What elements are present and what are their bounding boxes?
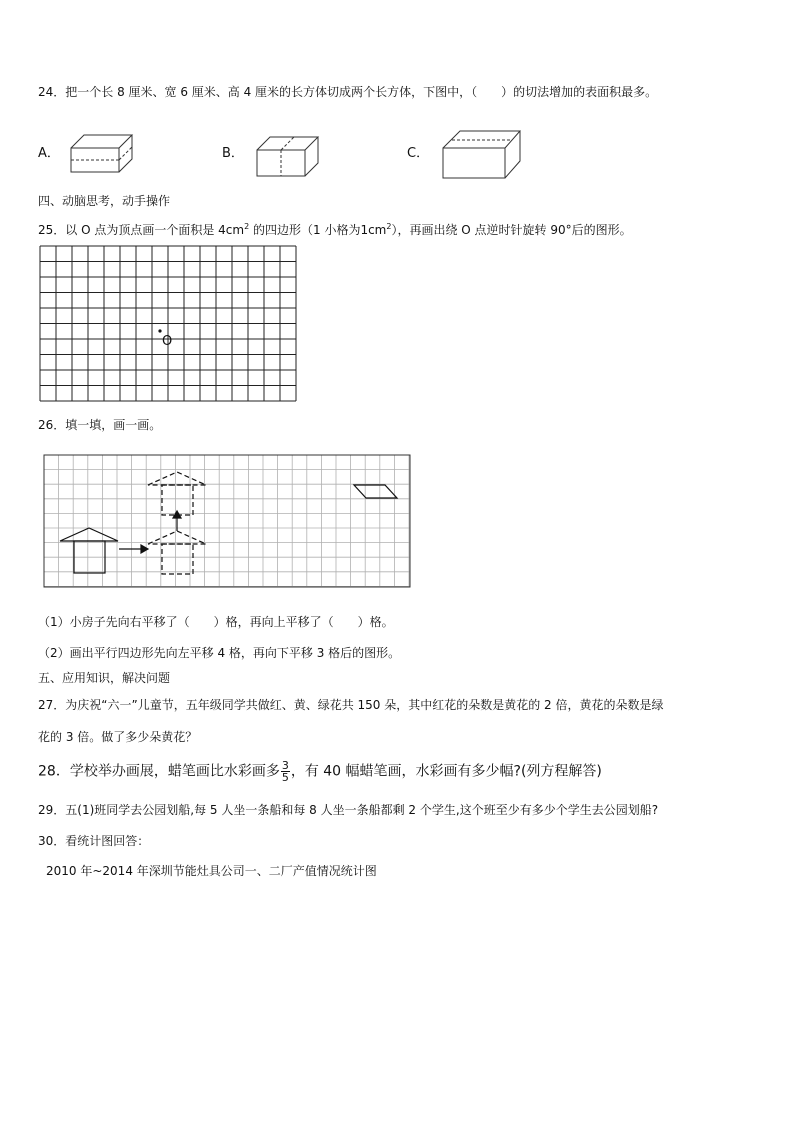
q27-line1: 27．为庆祝“六一”儿童节，五年级同学共做红、黄、绿花共 150 朵，其中红花的朵数是黄花的 2 倍，黄花的朵数是绿 — [38, 698, 664, 712]
point-o-dot — [158, 329, 161, 332]
q25-square-grid[interactable] — [40, 246, 300, 402]
fraction: $\frac{3}{5}$ — [281, 759, 289, 784]
q24-text: 24．把一个长 8 厘米、宽 6 厘米、高 4 厘米的长方体切成两个长方体，下图中，（ ）的切法增加的表面积最多。 — [38, 85, 658, 99]
q24-box-a-figure — [70, 134, 134, 176]
q26-sub1: （1）小房子先向右平移了（ ）格，再向上平移了（ ）格。 — [38, 615, 394, 629]
q24-option-a[interactable]: A． — [38, 146, 60, 161]
q25-text: 25．以 O 点为顶点画一个面积是 $4cm^2$ 的四边形（1 小格为$1cm^2$），再画出绕 O 点逆时针旋转 90°后的图形。 — [38, 222, 632, 237]
section-5-heading: 五、应用知识，解决问题 — [38, 671, 171, 685]
q26-grid-figure[interactable] — [44, 455, 412, 589]
q26-text: 26．填一填，画一画。 — [38, 418, 162, 432]
q30-chart-title: 2010 年~2014 年深圳节能灶具公司一、二厂产值情况统计图 — [46, 864, 377, 878]
q24-option-c[interactable]: C． — [407, 146, 430, 161]
q24-box-b-figure — [256, 136, 320, 178]
q30-text: 30．看统计图回答： — [38, 834, 150, 848]
house-translated-up — [148, 472, 206, 515]
q25-point-o-label: O — [162, 334, 173, 349]
section-4-heading: 四、动脑思考，动手操作 — [38, 194, 171, 208]
q27-line2: 花的 3 倍。做了多少朵黄花？ — [38, 730, 198, 744]
q26-sub2: （2）画出平行四边形先向左平移 4 格，再向下平移 3 格后的图形。 — [38, 646, 401, 660]
q24-box-c-figure — [442, 130, 522, 180]
house-original — [60, 528, 118, 573]
parallelogram — [354, 485, 397, 498]
arrow-right-icon — [119, 545, 148, 553]
q29-text: 29．五(1)班同学去公园划船,每 5 人坐一条船和每 8 人坐一条船都剩 2 个学生,这个班至少有多少个学生去公园划船? — [38, 803, 659, 817]
house-translated-right — [148, 531, 206, 574]
q24-option-b[interactable]: B． — [222, 146, 244, 161]
q28-text: 28．学校举办画展，蜡笔画比水彩画多 $\frac{3}{5}$ ，有 40 幅蜡笔画，水彩画有多少幅?(列方程解答) — [38, 759, 602, 784]
